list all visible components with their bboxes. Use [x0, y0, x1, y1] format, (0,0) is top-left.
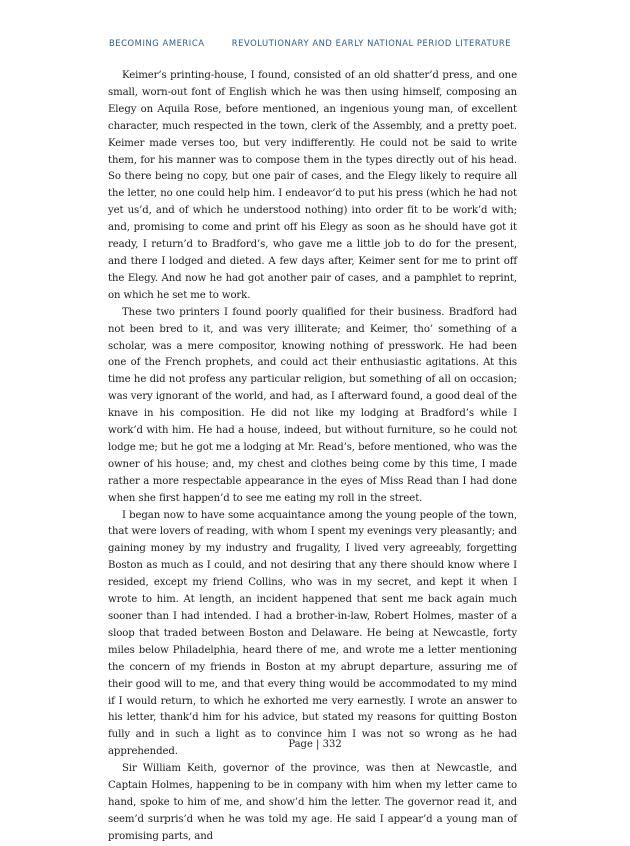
- section-title: REVOLUTIONARY AND EARLY NATIONAL PERIOD LITERATURE: [231, 38, 512, 48]
- running-header: [109, 38, 529, 48]
- paragraph-4: Sir William Keith, governor of the province, was then at Newcastle, and Captain Holmes, happening to be in company with him when my letter came to hand, spoke to him of me, and show’d him the letter. The governor read it, and seem’d surpris’d when he was told my age. He said I appear’d a young man of promising parts, and: [108, 763, 517, 842]
- paragraph-3: I began now to have some acquaintance among the young people of the town, that were lovers of reading, with whom I spent my evenings very pleasantly; and gaining money by my industry and frugality, I lived very agreeably, forgetting Boston as much as I could, and not desiring that any there should know where I resided, except my friend Collins, who was in my secret, and kept it when I wrote to him. At length, an incident happened that sent me back again much sooner than I had intended. I had a brother-in-law, Robert Holmes, master of a sloop that traded between Boston and Delaware. He being at Newcastle, forty miles below Philadelphia, heard there of me, and wrote me a letter mentioning the concern of my friends in Boston at my abrupt departure, assuring me of their good will to me, and that every thing would be accommodated to my mind if I would return, to which he exhorted me very earnestly. I wrote an answer to his letter, thank’d him for his advice, but stated my reasons for quitting Boston fully and in such a light as to convince him I was not so wrong as he had apprehended.: [108, 509, 517, 758]
- page-number: Page | 332: [288, 739, 342, 750]
- paragraph-1: Keimer’s printing-house, I found, consisted of an old shatter’d press, and one small, worn-out font of English which he was then using himself, composing an Elegy on Aquila Rose, before mentioned, an ingenious young man, of excellent character, much respected in the town, clerk of the Assembly, and a pretty poet. Keimer made verses too, but very indifferently. He could not be said to write them, for his manner was to compose them in the types directly out of his head. So there being no copy, but one pair of cases, and the Elegy likely to require all the letter, no one could help him. I endeavor’d to put his press (which he had not yet us’d, and of which he understood nothing) into order fit to be work’d with; and, promising to come and print off his Elegy as soon as he should have got it ready, I return’d to Bradford’s, who gave me a little job to do for the present, and there I lodged and dieted. A few days after, Keimer sent for me to print off the Elegy. And now he had got another pair of cases, and a pamphlet to reprint, on which he set me to work.: [108, 70, 517, 301]
- body-text: [108, 68, 517, 846]
- paragraph-2: These two printers I found poorly qualified for their business. Bradford had not been bred to it, and was very illiterate; and Keimer, tho’ something of a scholar, was a mere compositor, knowing nothing of presswork. He had been one of the French prophets, and could act their enthusiastic agitations. At this time he did not profess any particular religion, but something of all on occasion; was very ignorant of the world, and had, as I afterward found, a good deal of the knave in his composition. He did not like my lodging at Bradford’s while I work’d with him. He had a house, indeed, but without furniture, so he could not lodge me; but he got me a lodging at Mr. Read’s, before mentioned, who was the owner of his house; and, my chest and clothes being come by this time, I made rather a more respectable appearance in the eyes of Miss Read than I had done when she first happen’d to see me eating my roll in the street.: [108, 306, 517, 504]
- book-title: BECOMING AMERICA: [109, 38, 205, 48]
